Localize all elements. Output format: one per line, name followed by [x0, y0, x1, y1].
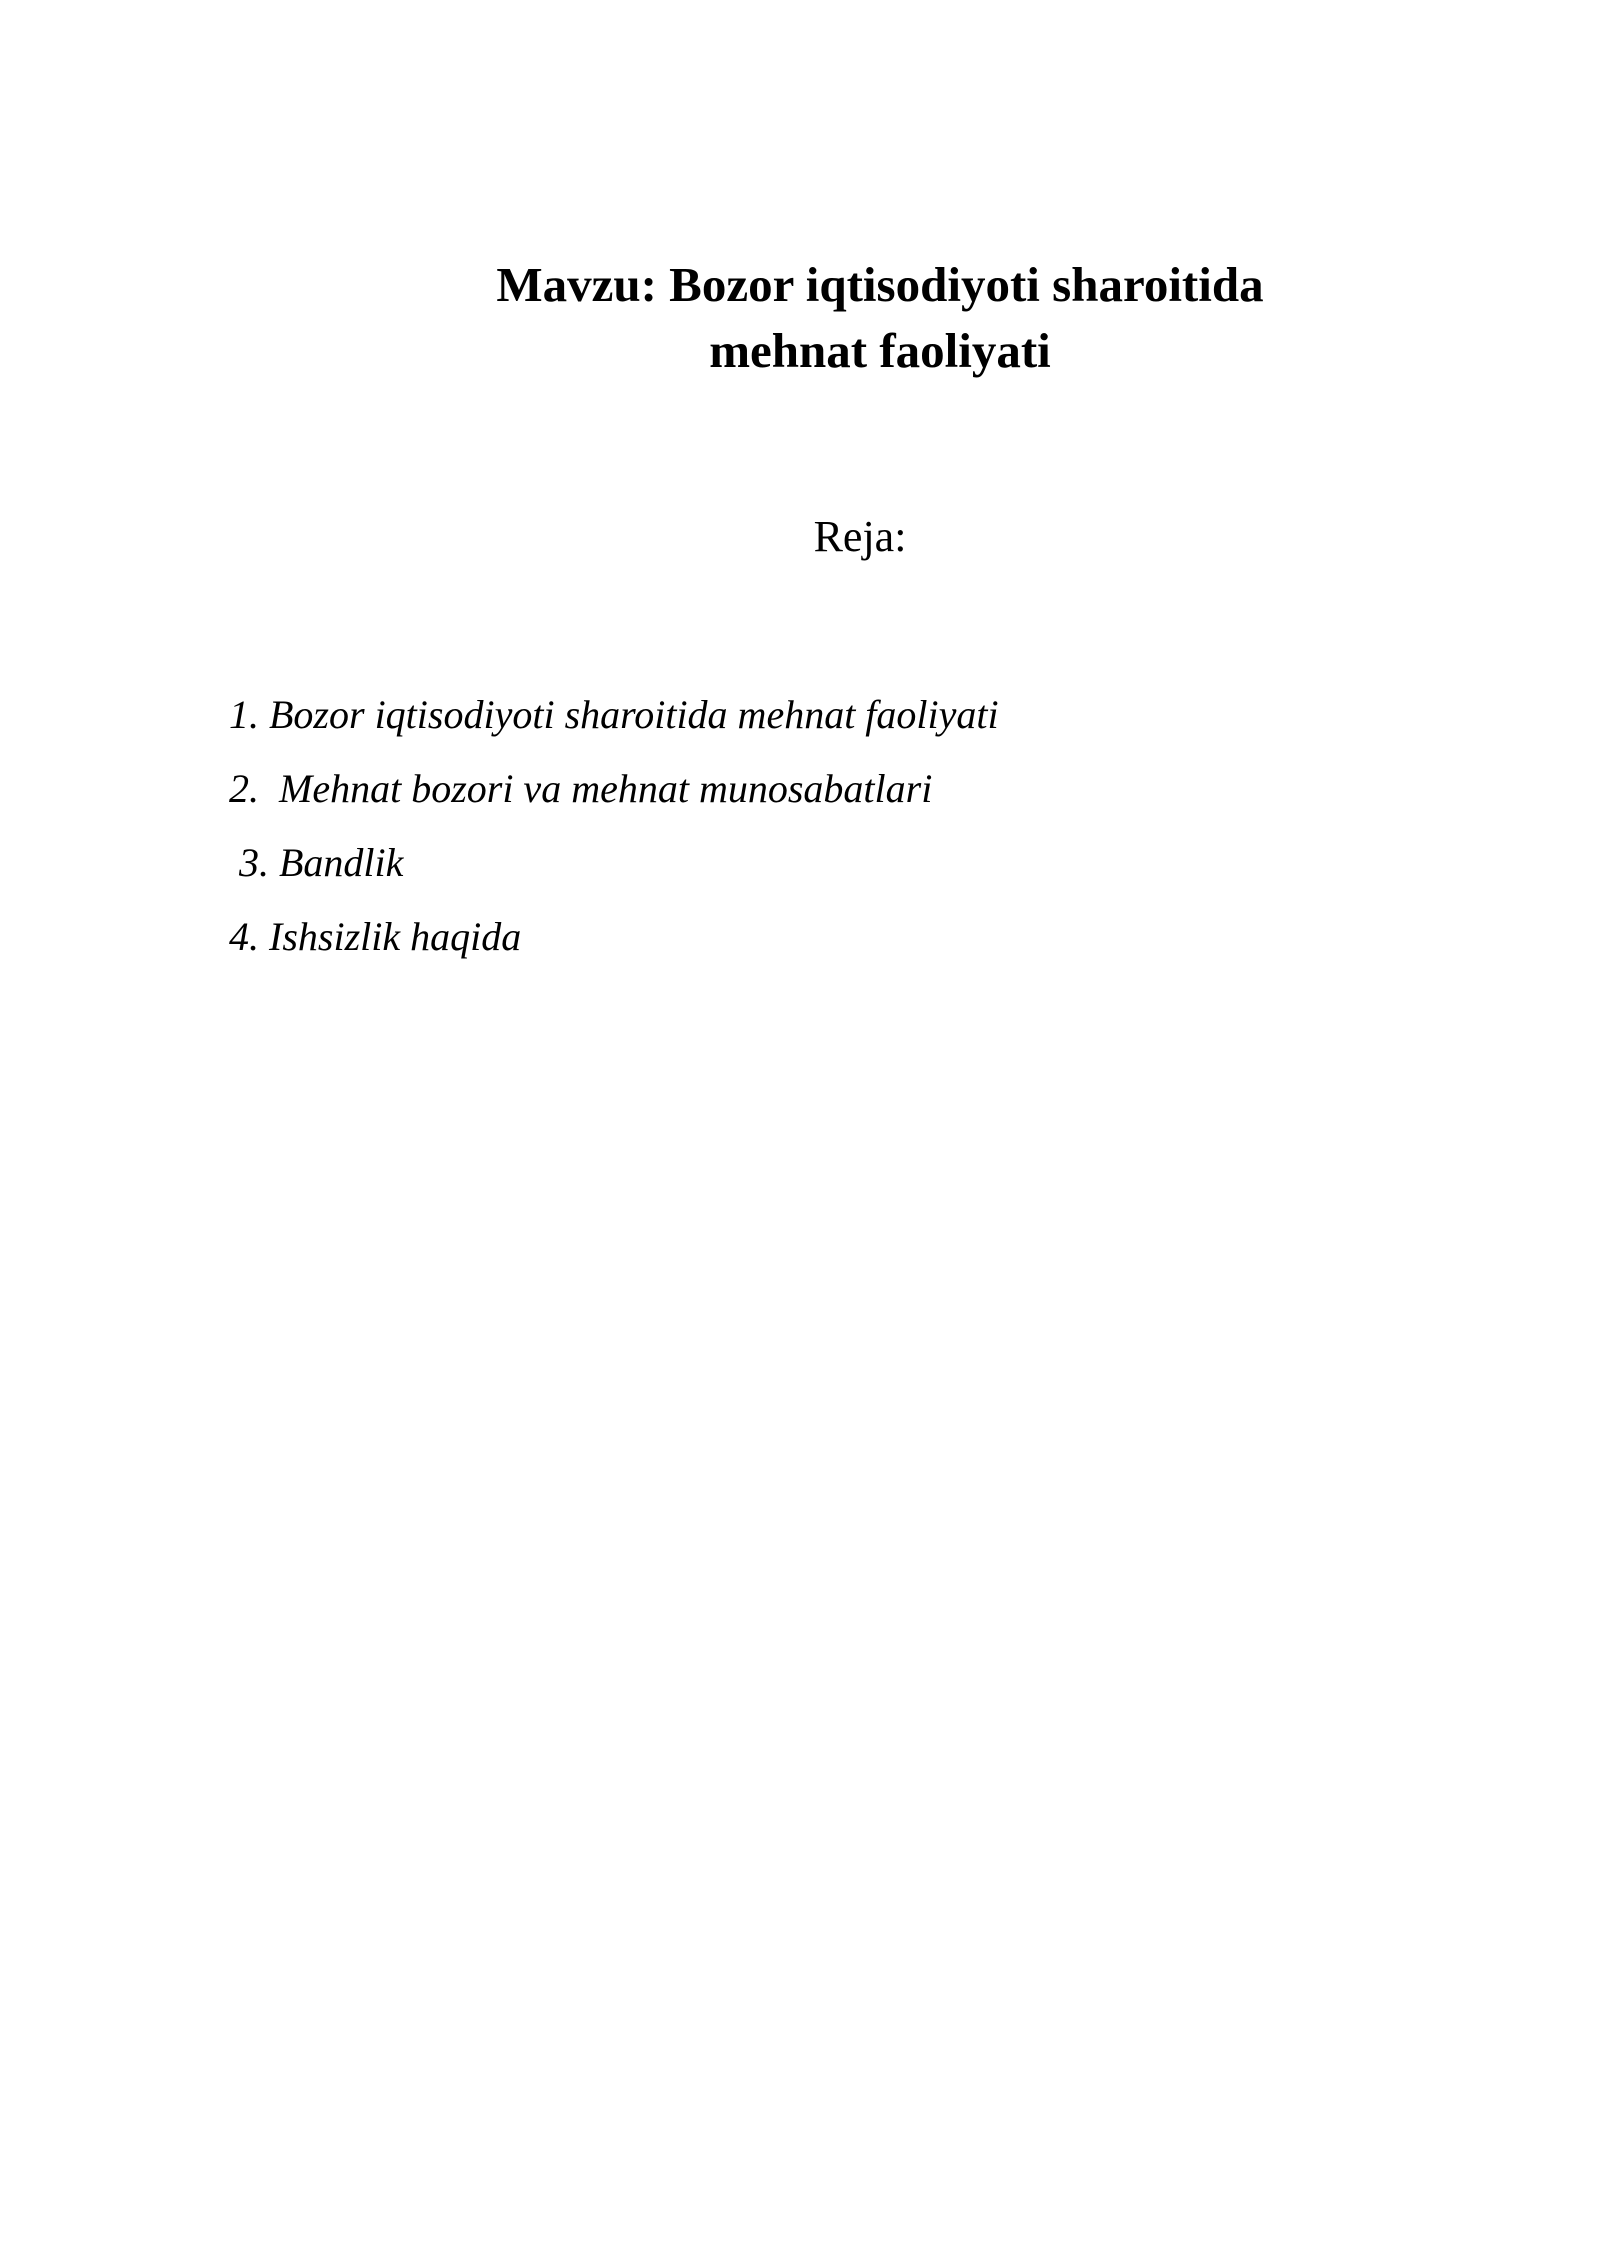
- plan-item: 1. Bozor iqtisodiyoti sharoitida mehnat faoliyati: [229, 692, 999, 737]
- document-title: [420, 252, 1340, 384]
- document-title-line-1: Mavzu: Bozor iqtisodiyoti sharoitida: [496, 257, 1264, 312]
- plan-heading: Reja:: [813, 512, 907, 561]
- plan-item: 4. Ishsizlik haqida: [229, 914, 522, 959]
- plan-item: 2. Mehnat bozori va mehnat munosabatlari: [229, 766, 933, 811]
- document-title-line-2: mehnat faoliyati: [709, 323, 1051, 378]
- plan-list: [229, 678, 999, 974]
- plan-item: 3. Bandlik: [229, 840, 404, 885]
